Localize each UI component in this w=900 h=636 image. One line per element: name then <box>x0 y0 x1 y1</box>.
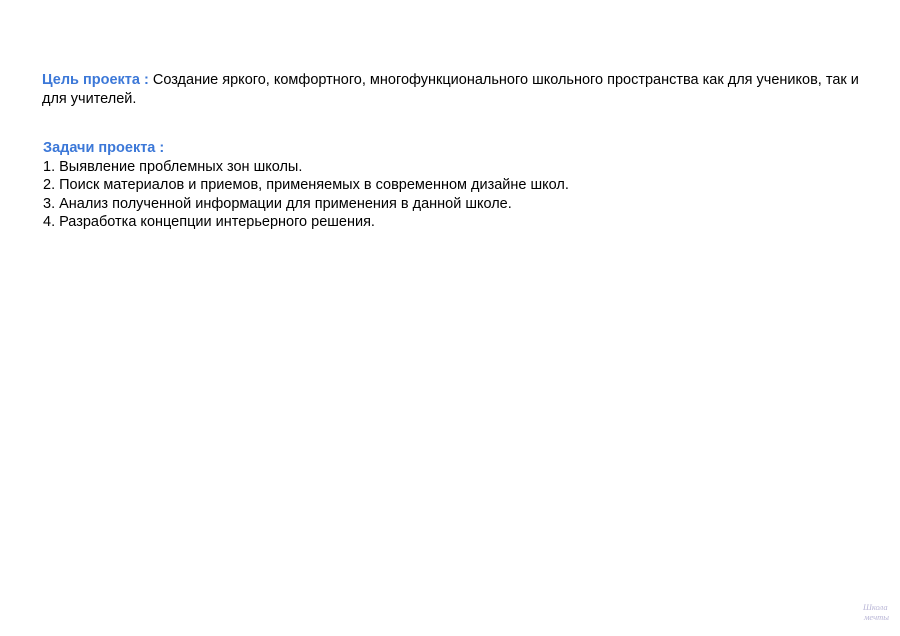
school-logo <box>862 601 894 623</box>
project-goal-text: Создание яркого, комфортного, многофункционального школьного пространства как для учеников, так и для учителей. <box>42 72 859 107</box>
project-goal <box>42 71 872 109</box>
project-tasks-label: Задачи проекта : <box>43 140 165 156</box>
task-item-2: 2. Поиск материалов и приемов, применяемых в современном дизайне школ. <box>43 177 569 194</box>
logo-line-2: мечты <box>864 612 890 622</box>
task-item-4: 4. Разработка концепции интерьерного решения. <box>43 214 375 231</box>
task-item-1: 1. Выявление проблемных зон школы. <box>43 158 303 175</box>
project-goal-label: Цель проекта : <box>42 72 149 88</box>
task-item-3: 3. Анализ полученной информации для применения в данной школе. <box>43 195 512 212</box>
logo-line-1: Школа <box>863 602 888 612</box>
project-tasks <box>43 139 843 232</box>
